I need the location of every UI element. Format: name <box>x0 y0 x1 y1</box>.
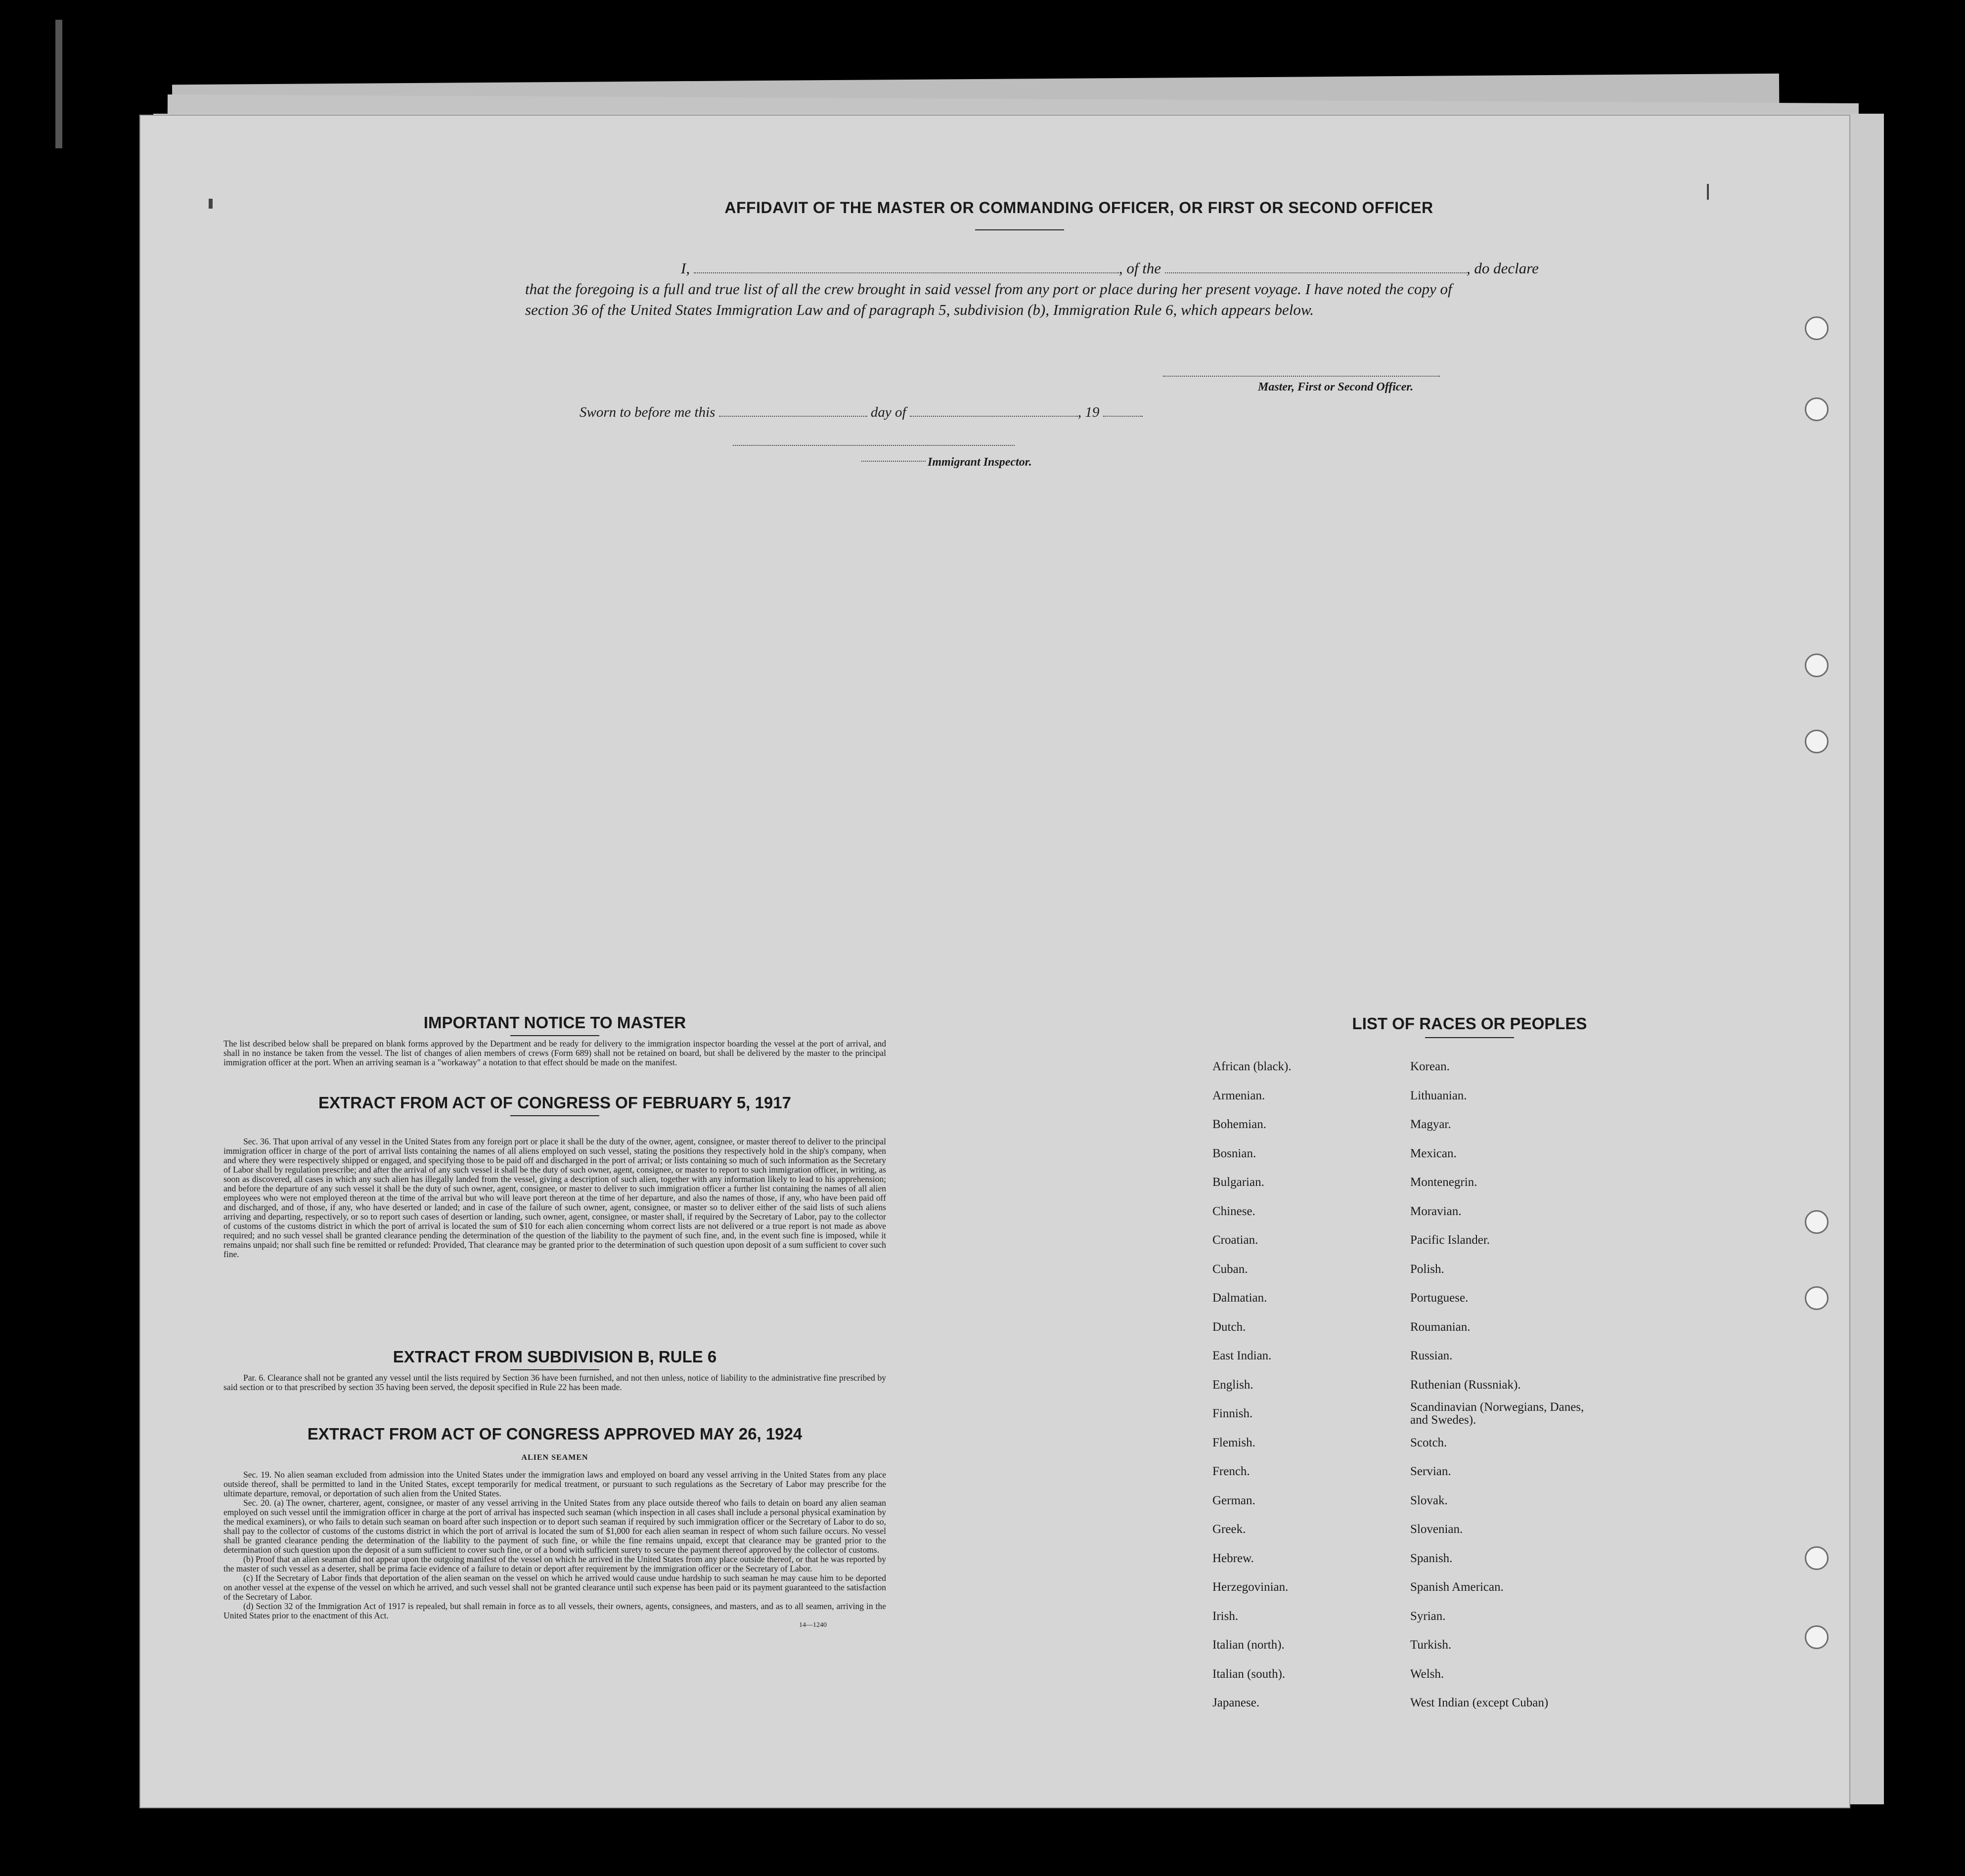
race-item: Dutch. <box>1212 1320 1246 1334</box>
race-item: Scandinavian (Norwegians, Danes, and Swedes). <box>1410 1400 1584 1427</box>
race-item: Irish. <box>1212 1609 1239 1623</box>
race-item: Mexican. <box>1410 1146 1457 1160</box>
race-item: Bohemian. <box>1212 1118 1267 1131</box>
race-item: Dalmatian. <box>1212 1291 1267 1305</box>
race-item: English. <box>1212 1378 1253 1392</box>
sec20d-text: (d) Section 32 of the Immigration Act of 1917 is repealed, but shall remain in force as to all vessels, their owners, agents, consignees, and masters, and as to all seamen, arriving in the United States prior to the enactment of this Act. <box>223 1601 886 1620</box>
master-signature-field[interactable] <box>1163 376 1440 377</box>
extract-1917-heading: EXTRACT FROM ACT OF CONGRESS OF FEBRUARY 5, 1917 <box>318 1093 791 1112</box>
race-item: Bosnian. <box>1212 1146 1256 1160</box>
race-item: Scotch. <box>1410 1436 1447 1449</box>
extract-rule6-text: Par. 6. Clearance shall not be granted any vessel until the lists required by Section 36 have been furnished, and not then unless, notice of liability to the administrative fine prescribed by said section or to that prescribed by section 35 having been served, the deposit specified in Rule 22 has been made. <box>223 1373 886 1392</box>
inspector-signature-field[interactable] <box>733 445 1015 446</box>
race-item: Roumanian. <box>1410 1320 1471 1334</box>
do-declare-label: , do declare <box>1466 260 1539 277</box>
sec19-text: Sec. 19. No alien seaman excluded from admission into the United States under the immigration laws and employed on board any vessel arriving in the United States from any place outside thereof, shall be permitted to land in the United States, except temporarily for medical treatment, or pursuant to such regulations as the Secretary of Labor may prescribe for the ultimate departure, removal, or deportation of such alien from the United States. <box>223 1470 886 1498</box>
affidavit-declaration <box>525 258 1539 320</box>
race-item: Japanese. <box>1212 1696 1260 1709</box>
sworn-month-field[interactable] <box>910 404 1078 417</box>
extract-rule6-heading: EXTRACT FROM SUBDIVISION B, RULE 6 <box>393 1348 717 1366</box>
affidavit-title: AFFIDAVIT OF THE MASTER OR COMMANDING OFFICER, OR FIRST OR SECOND OFFICER <box>724 199 1433 217</box>
race-item: Bulgarian. <box>1212 1176 1264 1189</box>
master-signature-caption: Master, First or Second Officer. <box>1258 381 1414 393</box>
sworn-year-field[interactable] <box>1103 404 1143 417</box>
binder-hole-icon <box>1805 730 1829 753</box>
sworn-prefix: Sworn to before me this <box>580 404 715 420</box>
race-item: German. <box>1212 1493 1255 1507</box>
divider <box>510 1115 599 1116</box>
sworn-day-field[interactable] <box>719 404 867 417</box>
binder-hole-icon <box>1805 1625 1829 1649</box>
race-item: Servian. <box>1410 1465 1451 1478</box>
name-field[interactable] <box>694 261 1119 273</box>
races-heading: LIST OF RACES OR PEOPLES <box>1352 1014 1587 1033</box>
of-the-label: , of the <box>1118 260 1161 277</box>
race-item: Flemish. <box>1212 1436 1255 1449</box>
race-item: Cuban. <box>1212 1262 1248 1276</box>
divider <box>1425 1037 1514 1038</box>
binder-hole-icon <box>1805 1210 1829 1234</box>
race-item: Croatian. <box>1212 1233 1258 1247</box>
race-item: Hebrew. <box>1212 1551 1254 1565</box>
race-item: Spanish American. <box>1410 1580 1504 1594</box>
binder-hole-icon <box>1805 397 1829 421</box>
inspector-caption: Immigrant Inspector. <box>928 456 1032 469</box>
divider <box>510 1369 599 1370</box>
race-item: Portuguese. <box>1410 1291 1469 1305</box>
binder-hole-icon <box>1805 1286 1829 1310</box>
race-item: Moravian. <box>1410 1204 1462 1218</box>
document-page <box>139 115 1850 1808</box>
race-item: Italian (south). <box>1212 1667 1286 1681</box>
race-item: Greek. <box>1212 1523 1246 1536</box>
ink-speck <box>209 199 213 209</box>
extract-1917-text: Sec. 36. That upon arrival of any vessel in the United States from any foreign port or place it shall be the duty of the owner, agent, consignee, or master thereof to deliver to the principal immigration officer in charge of the port of arrival lists containing the names of all aliens employed on such vessel, stating the positions they respectively hold in the ship's company, when and where they were respectively shipped or engaged, and specifying those to be paid off and discharged in the port of arrival; or lists containing so much of such information as the Secretary of Labor shall by regulation prescribe; and after the arrival of any such vessel it shall be the duty of such owner, agent, consignee, or master to report to such immigration officer, in writing, as soon as discovered, all cases in which any such alien has illegally landed from the vessel, giving a description of such alien, together with any information likely to lead to his apprehension; and before the departure of any such vessel it shall be the duty of such owner, agent, consignee, or master to deliver to such immigration officer a further list containing the names of all alien employees who were not employed thereon at the time of the arrival but who will leave port thereon at the time of her departure, and also the names of those, if any, who have been paid off and discharged, and of those, if any, who have deserted or landed; and in case of the failure of such owner, agent, consignee, or master so to deliver either of the said lists of such aliens arriving and departing, respectively, or so to report such cases of desertion or landing, such owner, agent, consignee, or master shall, if required by the Secretary of Labor, pay to the collector of customs of the customs district in which the port of arrival is located the sum of $10 for each alien concerning whom correct lists are not delivered or a true report is not made as above required; and no such vessel shall be granted clearance pending the determination of the question of the liability to the payment of such fine, and, in the event such fine is imposed, while it remains unpaid; nor shall such fine be remitted or refunded: Provided, That clearance may be granted prior to the determination of such question upon deposit of a sum sufficient to cover such fine. <box>223 1136 886 1259</box>
form-number: 14—1240 <box>799 1621 827 1629</box>
notice-heading: IMPORTANT NOTICE TO MASTER <box>423 1013 686 1032</box>
binder-hole-icon <box>1805 316 1829 340</box>
extract-1924-heading: EXTRACT FROM ACT OF CONGRESS APPROVED MAY 26, 1924 <box>307 1425 803 1443</box>
race-item: French. <box>1212 1465 1250 1478</box>
divider <box>510 1035 599 1036</box>
race-item: Syrian. <box>1410 1609 1446 1623</box>
sec20a-text: Sec. 20. (a) The owner, charterer, agent, consignee, or master of any vessel arriving in the United States from any place outside thereof who fails to detain on board any alien seaman employed on such vessel until the immigration officer in charge at the port of arrival has inspected such seaman (which inspection in all cases shall include a personal physical examination by the medical examiners), or who fails to detain such seaman on board after such inspection or to deport such seaman if required by such immigration officer or the Secretary of Labor to do so, shall pay to the collector of customs of the customs district in which the port of arrival is located the sum of $1,000 for each alien seaman in respect of whom such failure occurs. No vessel shall be granted clearance pending the determination of the liability to the payment of such fine, or while the fine remains unpaid, except that clearance may be granted prior to the determination of such question upon the deposit of a sum sufficient to cover such fine, or of a bond with sufficient surety to secure the payment thereof approved by the collector of customs. <box>223 1498 886 1555</box>
notice-text: The list described below shall be prepared on blank forms approved by the Department and be ready for delivery to the immigration inspector boarding the vessel at the port of arrival, and shall in no instance be taken from the vessel. The list of changes of alien members of crews (Form 689) shall not be retained on board, but shall be delivered by the master to the principal immigration officer at the port. When an arriving seaman is a "workaway" a notation to that effect should be made on the manifest. <box>223 1039 886 1067</box>
binder-hole-icon <box>1805 1546 1829 1570</box>
race-item: Magyar. <box>1410 1118 1451 1131</box>
ink-speck <box>1707 184 1709 200</box>
year-prefix: , 19 <box>1077 404 1100 420</box>
race-item: East Indian. <box>1212 1349 1272 1362</box>
race-item: Polish. <box>1410 1262 1444 1276</box>
vessel-field[interactable] <box>1165 261 1467 273</box>
race-item: African (black). <box>1212 1060 1292 1073</box>
extract-1924-body <box>223 1470 886 1630</box>
race-item: Montenegrin. <box>1410 1176 1477 1189</box>
race-item: Russian. <box>1410 1349 1453 1362</box>
extract-1924-subheading: ALIEN SEAMEN <box>521 1453 588 1462</box>
sec20b-text: (b) Proof that an alien seaman did not appear upon the outgoing manifest of the vessel on which he arrived in the United States from any place outside thereof, or that he was reported by the master of such vessel as a deserter, shall be prima facie evidence of a failure to detain or deport after requirement by the immigration officer or the Secretary of Labor. <box>223 1554 886 1573</box>
race-item: Pacific Islander. <box>1410 1233 1490 1247</box>
race-item: Ruthenian (Russniak). <box>1410 1378 1521 1392</box>
binder-hole-icon <box>1805 654 1829 677</box>
race-item: Italian (north). <box>1212 1638 1285 1652</box>
declaration-text: that the foregoing is a full and true list of all the crew brought in said vessel from any port or place during her present voyage. I have noted the copy of section 36 of the United States Immigration Law and of paragraph 5, subdivision (b), Immigration Rule 6, which appears below. <box>525 280 1452 318</box>
race-item: Welsh. <box>1410 1667 1444 1681</box>
inspector-signature-dots <box>861 461 926 462</box>
race-item: Turkish. <box>1410 1638 1452 1652</box>
race-item: Spanish. <box>1410 1551 1453 1565</box>
race-item: Slovak. <box>1410 1493 1448 1507</box>
sec20c-text: (c) If the Secretary of Labor finds that deportation of the alien seaman on the vessel on which he arrived would cause undue hardship to such seaman he may cause him to be deported on another vessel at the expense of the vessel on which he arrived, and such vessel shall not be granted clearance until such expense has been paid or its payment guaranteed to the satisfaction of the Secretary of Labor. <box>223 1573 886 1602</box>
day-of-label: day of <box>870 404 906 420</box>
race-item: Lithuanian. <box>1410 1089 1467 1102</box>
race-item: Slovenian. <box>1410 1523 1463 1536</box>
divider <box>975 229 1064 230</box>
race-item: Herzegovinian. <box>1212 1580 1289 1594</box>
sworn-line <box>580 404 1143 421</box>
race-item: Armenian. <box>1212 1089 1265 1102</box>
race-item: West Indian (except Cuban) <box>1410 1696 1549 1709</box>
edge-mark <box>55 20 62 148</box>
race-item: Chinese. <box>1212 1204 1255 1218</box>
i-label: I, <box>681 260 690 277</box>
race-item: Korean. <box>1410 1060 1450 1073</box>
race-item: Finnish. <box>1212 1407 1253 1420</box>
